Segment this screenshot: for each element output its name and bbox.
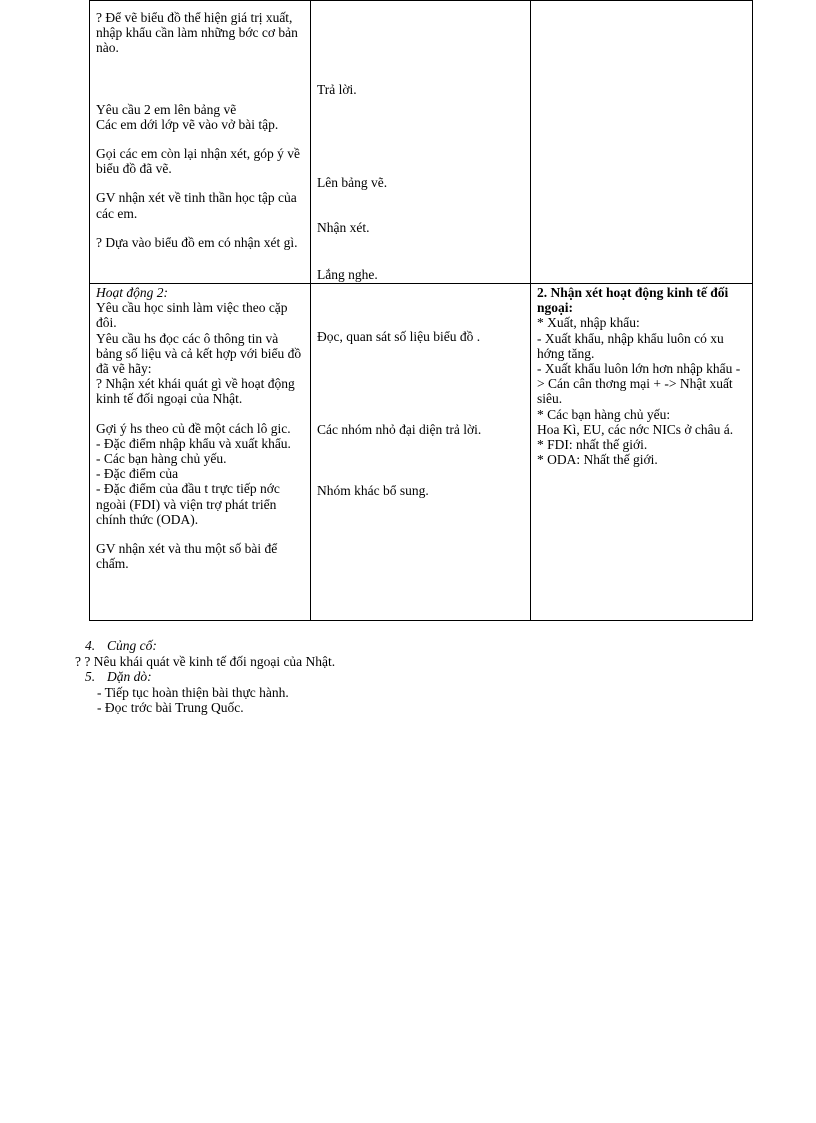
teacher-text: ? Nhận xét khái quát gì về hoạt động kinh tế đối ngoại của Nhật.: [96, 376, 295, 407]
content-heading: 2. Nhận xét hoạt động kinh tế đối ngoại:: [537, 285, 729, 316]
teacher-text: GV nhận xét và thu một số bài để chấm.: [96, 541, 278, 572]
content-text: - Xuất khẩu, nhập khẩu luôn có xu hớng tăng.: [537, 330, 724, 361]
teacher-activity-cell: [90, 284, 311, 621]
note-text: - Tiếp tục hoàn thiện bài thực hành.: [97, 684, 289, 700]
note-number: 5.: [85, 669, 96, 684]
student-text: Lắng nghe.: [317, 266, 378, 282]
note-title: Củng cố:: [107, 638, 157, 653]
lesson-table: [89, 0, 753, 621]
table-row: [90, 1, 753, 284]
teacher-activity-cell: [90, 1, 311, 284]
content-text: * FDI: nhất thế giới.: [537, 437, 648, 453]
student-text: Đọc, quan sát số liệu biểu đồ .: [317, 329, 481, 344]
teacher-text: Gọi các em còn lại nhận xét, góp ý về biểu đồ đã vẽ.: [96, 146, 300, 177]
note-item-homework: [75, 669, 335, 685]
teacher-text: - Đặc điểm nhập khẩu và xuất khẩu.: [96, 435, 291, 451]
student-activity-cell: [311, 1, 531, 284]
note-title: Dặn dò:: [107, 669, 152, 684]
teacher-text: - Đặc điểm của đầu t trực tiếp nớc ngoài (FDI) và viện trợ phát triển chính thức (ODA).: [96, 481, 280, 527]
note-item-review: [75, 638, 335, 654]
lesson-notes: [75, 638, 335, 716]
content-cell: [531, 284, 753, 621]
teacher-text: Các em dới lớp vẽ vào vở bài tập.: [96, 116, 279, 132]
content-text: * Các bạn hàng chủ yếu:: [537, 406, 671, 422]
teacher-text: Gợi ý hs theo củ đề một cách lô gic.: [96, 420, 291, 436]
content-text: * Xuất, nhập khẩu:: [537, 315, 640, 331]
teacher-text: Yêu cầu học sinh làm việc theo cặp đôi.: [96, 300, 288, 331]
student-text: Nhận xét.: [317, 220, 370, 236]
teacher-text: Yêu cầu 2 em lên bảng vẽ: [96, 101, 237, 117]
teacher-text: - Các bạn hàng chủ yếu.: [96, 451, 227, 467]
teacher-text: GV nhận xét về tinh thần học tập của các em.: [96, 190, 297, 221]
student-text: Trả lời.: [317, 82, 357, 97]
teacher-text: - Đặc điểm của: [96, 466, 179, 482]
teacher-text: ? Dựa vào biểu đồ em có nhận xét gì.: [96, 234, 298, 250]
student-text: Lên bảng vẽ.: [317, 175, 388, 191]
content-text: Hoa Kì, EU, các nớc NICs ở châu á.: [537, 421, 734, 437]
content-cell: [531, 1, 753, 284]
content-text: * ODA: Nhất thế giới.: [537, 452, 658, 468]
content-text: - Xuất khẩu luôn lớn hơn nhập khẩu -> Cán cân thơng mại + -> Nhật xuất siêu.: [537, 361, 741, 407]
teacher-text: ? Để vẽ biểu đồ thể hiện giá trị xuất, nhập khẩu cần làm những bớc cơ bản nào.: [96, 10, 298, 56]
table-row: [90, 284, 753, 621]
student-text: Nhóm khác bổ sung.: [317, 483, 429, 499]
note-text: - Đọc trớc bài Trung Quốc.: [97, 700, 244, 715]
teacher-text: Yêu cầu hs đọc các ô thông tin và bảng số liệu và cả kết hợp với biểu đồ đã vẽ hãy:: [96, 330, 302, 377]
student-text: Các nhóm nhỏ đại diện trả lời.: [317, 422, 482, 438]
student-activity-cell: [311, 284, 531, 621]
note-text: ? ? Nêu khái quát về kinh tế đối ngoại của Nhật.: [75, 653, 336, 669]
activity-heading: Hoạt động 2:: [96, 285, 168, 300]
note-number: 4.: [85, 638, 96, 653]
